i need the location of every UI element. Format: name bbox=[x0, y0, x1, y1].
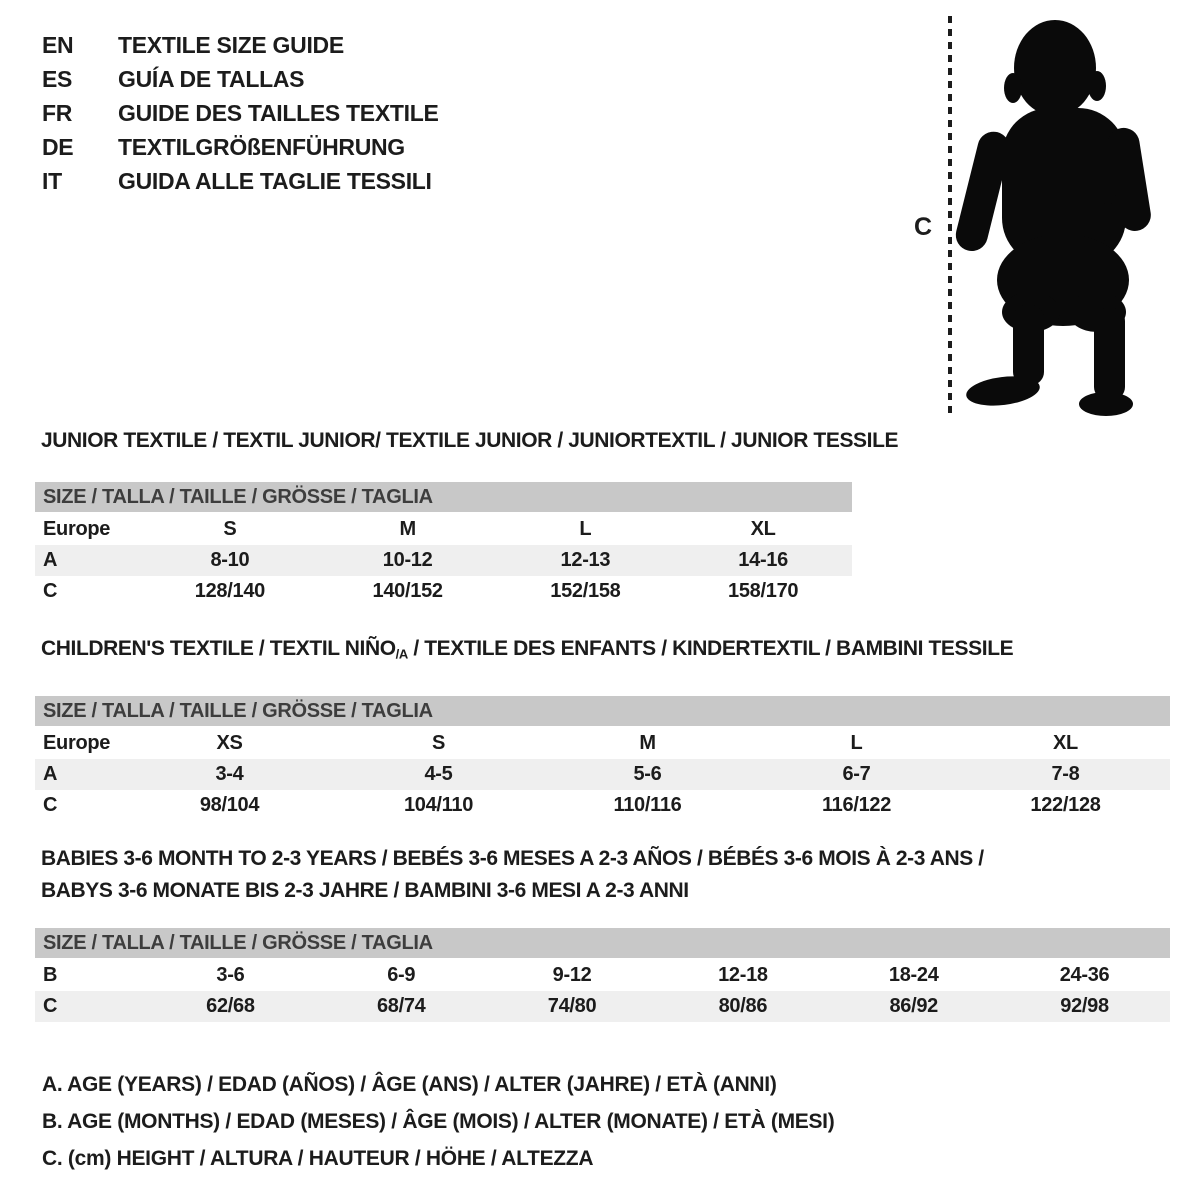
size-value: 7-8 bbox=[1051, 762, 1080, 785]
table-body bbox=[35, 728, 1170, 821]
size-value: XL bbox=[750, 518, 776, 540]
baby-silhouette-icon bbox=[900, 0, 1200, 420]
table-row-c bbox=[35, 576, 852, 607]
size-value: 116/122 bbox=[821, 793, 892, 816]
size-value: 9-12 bbox=[552, 964, 592, 986]
size-value: 104/110 bbox=[403, 793, 474, 816]
language-title: TEXTILGRÖßENFÜHRUNG bbox=[118, 133, 405, 160]
size-value: 12-13 bbox=[560, 549, 611, 571]
language-code: IT bbox=[42, 167, 62, 194]
language-title: GUIDA ALLE TAGLIE TESSILI bbox=[118, 167, 432, 194]
size-value: 3-4 bbox=[215, 762, 244, 785]
legend-line-b: B. AGE (MONTHS) / EDAD (MESES) / ÂGE (MOIS) / ALTER (MONATE) / ETÀ (MESI) bbox=[42, 1110, 835, 1133]
table-body bbox=[35, 514, 852, 607]
size-value: 74/80 bbox=[547, 995, 597, 1017]
table-title bbox=[35, 636, 1170, 668]
legend-line-a: A. AGE (YEARS) / EDAD (AÑOS) / ÂGE (ANS) / ALTER (JAHRE) / ETÀ (ANNI) bbox=[42, 1073, 777, 1096]
row-label: Europe bbox=[43, 731, 111, 754]
size-value: M bbox=[639, 731, 656, 754]
size-value: 14-16 bbox=[738, 549, 788, 571]
size-value: 4-5 bbox=[424, 762, 453, 785]
title-text: BABYS 3-6 MONATE BIS 2-3 JAHRE / BAMBINI 3-6 MESI A 2-3 ANNI bbox=[41, 879, 689, 902]
language-row bbox=[42, 62, 439, 96]
size-header-bar: SIZE / TALLA / TAILLE / GRÖSSE / TAGLIA bbox=[35, 928, 1170, 958]
baby-silhouette-shape bbox=[952, 20, 1153, 416]
size-value: L bbox=[850, 731, 863, 754]
title-text: BABIES 3-6 MONTH TO 2-3 YEARS / BEBÉS 3-6 MESES A 2-3 AÑOS / BÉBÉS 3-6 MOIS À 2-3 ANS / bbox=[41, 847, 984, 870]
size-value: 6-9 bbox=[387, 964, 416, 986]
table-title-line bbox=[41, 636, 1170, 668]
row-label: C bbox=[43, 793, 58, 816]
table-title-line bbox=[41, 428, 899, 454]
baby-figure bbox=[900, 0, 1200, 420]
height-measure-label: C bbox=[914, 213, 933, 241]
size-value: 92/98 bbox=[1060, 995, 1109, 1017]
title-text: JUNIOR TEXTILE / TEXTIL JUNIOR/ TEXTILE JUNIOR / JUNIORTEXTIL / JUNIOR TESSILE bbox=[41, 429, 899, 452]
legend-line-c: C. (cm) HEIGHT / ALTURA / HAUTEUR / HÖHE / ALTEZZA bbox=[42, 1147, 594, 1170]
size-value: 158/170 bbox=[728, 580, 799, 602]
table-title bbox=[35, 843, 1170, 907]
language-code: ES bbox=[42, 65, 73, 92]
language-row bbox=[42, 28, 439, 62]
size-value: XL bbox=[1053, 731, 1078, 754]
size-value: 122/128 bbox=[1030, 793, 1101, 816]
language-row bbox=[42, 130, 439, 164]
junior-textile-table bbox=[35, 428, 899, 607]
row-label: B bbox=[43, 964, 58, 986]
title-text: CHILDREN'S TEXTILE / TEXTIL NIÑO bbox=[41, 637, 396, 660]
size-value: 18-24 bbox=[888, 964, 939, 986]
language-code: FR bbox=[42, 99, 73, 126]
size-header-bar: SIZE / TALLA / TAILLE / GRÖSSE / TAGLIA bbox=[35, 482, 852, 512]
size-header-bar: SIZE / TALLA / TAILLE / GRÖSSE / TAGLIA bbox=[35, 696, 1170, 726]
language-title: GUÍA DE TALLAS bbox=[118, 65, 305, 92]
language-row bbox=[42, 164, 439, 198]
table-title-line bbox=[41, 843, 1170, 875]
table-row-europe bbox=[35, 514, 852, 545]
size-value: 140/152 bbox=[372, 580, 443, 602]
language-row bbox=[42, 96, 439, 130]
size-value: 6-7 bbox=[842, 762, 871, 785]
table-title-line bbox=[41, 875, 1170, 907]
size-value: 12-18 bbox=[718, 964, 768, 986]
table-row-c bbox=[35, 790, 1170, 821]
title-text: / TEXTILE DES ENFANTS / KINDERTEXTIL / BAMBINI TESSILE bbox=[407, 637, 1014, 660]
size-value: M bbox=[399, 518, 416, 540]
size-value: 3-6 bbox=[216, 964, 245, 986]
size-value: XS bbox=[216, 731, 243, 754]
table-row-a bbox=[35, 759, 1170, 790]
row-label: A bbox=[43, 549, 58, 571]
language-code: DE bbox=[42, 133, 74, 160]
row-label: A bbox=[43, 762, 58, 785]
size-value: 86/92 bbox=[889, 995, 938, 1017]
table-row-c bbox=[35, 991, 1170, 1022]
size-value: 24-36 bbox=[1059, 964, 1110, 986]
language-title: GUIDE DES TAILLES TEXTILE bbox=[118, 99, 439, 126]
size-value: S bbox=[431, 731, 446, 754]
table-row-europe bbox=[35, 728, 1170, 759]
size-value: L bbox=[579, 518, 592, 540]
size-value: 10-12 bbox=[382, 549, 433, 571]
table-title bbox=[35, 428, 899, 454]
row-label: C bbox=[43, 580, 58, 602]
size-value: 80/86 bbox=[718, 995, 768, 1017]
language-code: EN bbox=[42, 31, 74, 58]
table-row-b bbox=[35, 960, 1170, 991]
measure-legend bbox=[42, 1066, 834, 1177]
language-title-list bbox=[42, 28, 439, 198]
size-value: 128/140 bbox=[194, 580, 265, 602]
language-title: TEXTILE SIZE GUIDE bbox=[118, 31, 344, 58]
table-body bbox=[35, 960, 1170, 1022]
babies-textile-table bbox=[35, 843, 1170, 1022]
row-label: Europe bbox=[43, 518, 111, 540]
size-value: 98/104 bbox=[199, 793, 260, 816]
childrens-textile-table bbox=[35, 636, 1170, 821]
size-value: 62/68 bbox=[206, 995, 255, 1017]
row-label: C bbox=[43, 995, 58, 1017]
size-value: S bbox=[223, 518, 237, 540]
table-row-a bbox=[35, 545, 852, 576]
size-value: 5-6 bbox=[633, 762, 662, 785]
size-value: 8-10 bbox=[210, 549, 250, 571]
size-value: 110/116 bbox=[613, 793, 682, 816]
size-value: 152/158 bbox=[550, 580, 621, 602]
title-subscript: /A bbox=[395, 646, 408, 662]
size-value: 68/74 bbox=[376, 995, 426, 1017]
